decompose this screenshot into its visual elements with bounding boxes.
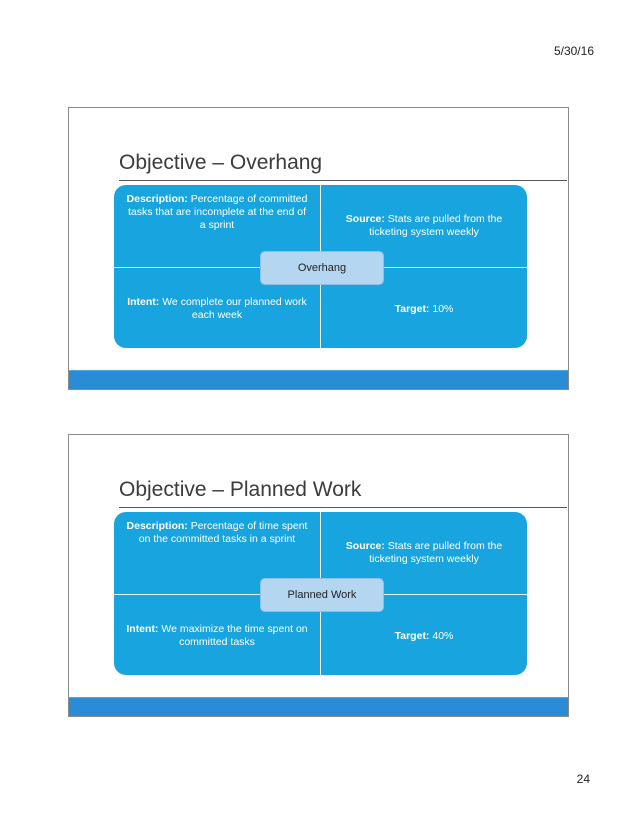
slide-overhang <box>68 107 569 390</box>
center-label-box: Planned Work <box>260 578 384 612</box>
title-underline <box>119 507 567 508</box>
target-label: Target: <box>394 629 430 642</box>
source-text: Stats are pulled from the ticketing system weekly <box>369 213 503 238</box>
slide-planned-work <box>68 434 569 717</box>
objective-matrix <box>114 512 527 675</box>
slide-footer-band <box>69 697 568 716</box>
description-label: Description: <box>126 520 188 532</box>
title-underline <box>119 180 567 181</box>
intent-label: Intent: <box>127 296 160 308</box>
page-number: 24 <box>576 772 590 786</box>
center-label-box: Overhang <box>260 251 384 285</box>
page-date: 5/30/16 <box>553 44 594 58</box>
source-label: Source: <box>345 540 385 552</box>
intent-text: We maximize the time spent on committed tasks <box>158 623 308 648</box>
slide-title: Objective – Planned Work <box>119 478 362 501</box>
description-label: Description: <box>126 193 188 205</box>
objective-matrix <box>114 185 527 348</box>
intent-text: We complete our planned work each week <box>159 296 307 321</box>
target-label: Target: <box>394 302 430 315</box>
source-label: Source: <box>345 213 385 225</box>
source-text: Stats are pulled from the ticketing system weekly <box>369 540 503 565</box>
description-text: Percentage of committed tasks that are incomplete at the end of a sprint <box>127 193 308 231</box>
description-text: Percentage of time spent on the committed tasks in a sprint <box>138 520 308 545</box>
slide-title: Objective – Overhang <box>119 151 323 174</box>
slide-footer-band <box>69 370 568 389</box>
target-text: 10% <box>429 302 454 315</box>
target-text: 40% <box>429 629 454 642</box>
intent-label: Intent: <box>126 623 159 635</box>
